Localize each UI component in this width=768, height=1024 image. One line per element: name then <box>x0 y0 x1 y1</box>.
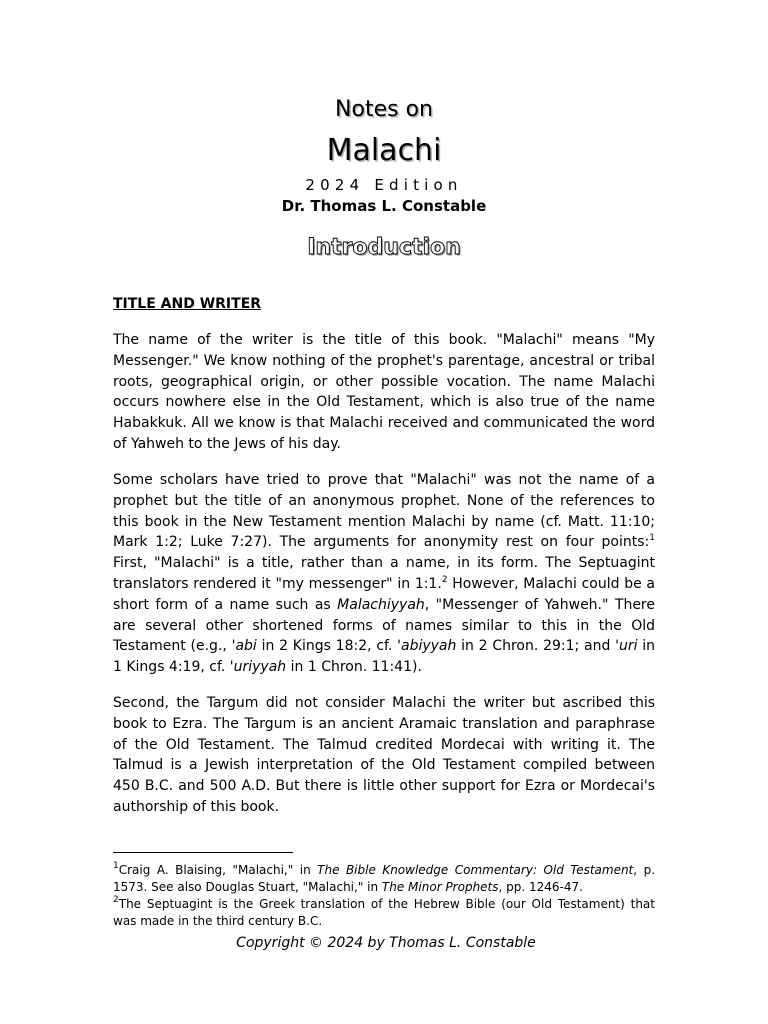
footnote-number: 1 <box>113 861 119 871</box>
paragraph-2-text-h: in 1 Chron. 11:41). <box>286 659 422 676</box>
paragraph-2-text-c: However, Malachi could be a short form of a name such as <box>113 575 656 613</box>
paragraph-2-text-e: in 2 Kings 18:2, cf. <box>256 638 398 655</box>
footnote-1-title-2: The Minor Prophets <box>381 879 499 894</box>
italic-term: 'uriyyah <box>229 659 287 676</box>
paragraph-1: The name of the writer is the title of this book. "Malachi" means "My Messenger." We know nothing of the prophet's parentage, ancestral or tribal roots, geographical origin, or other possible vocation. The name Malachi occurs nowhere else in the Old Testament, which is also true of the name Habakkuk. All we know is that Malachi received and communicated the word of Yahweh to the Jews of his day. <box>113 332 655 452</box>
paragraph-2 <box>113 470 655 678</box>
notes-on-label: Notes on <box>335 97 433 122</box>
footnote-1-title-1: The Bible Knowledge Commentary: Old Testament <box>317 863 634 877</box>
footnote-ref-2[interactable]: 2 <box>441 574 448 585</box>
book-title: Malachi <box>326 133 442 168</box>
paragraph-3: Second, the Targum did not consider Malachi the writer but ascribed this book to Ezra. The Targum is an ancient Aramaic translation and paraphrase of the Old Testament. The Talmud credited Mordecai with writing it. The Talmud is a Jewish interpretation of the Old Testament compiled between 450 B.C. and 500 A.D. But there is little other support for Ezra or Mordecai's authorship of this book. <box>113 695 655 815</box>
paragraph-2-text-d: , "Messenger of Yahweh." There are several other shortened forms of names similar to this in the Old Testament (e.g., <box>113 596 655 655</box>
footnote-divider <box>113 852 293 853</box>
italic-term: 'abiyyah <box>397 638 457 655</box>
paragraph-2-text-g: in 1 Kings 4:19, cf. <box>113 638 655 676</box>
paragraph-2-text-b: First, "Malachi" is a title, rather than a name, in its form. The Septuagint translators rendered it "my messenger" in 1:1. <box>113 555 655 592</box>
footnote-1-text-b: , p. 1573. See also Douglas Stuart, "Malachi," in <box>113 863 656 894</box>
section-title: Introduction <box>307 235 461 260</box>
footnote-2-text: The Septuagint is the Greek translation of the Hebrew Bible (our Old Testament) that was made in the third century B.C. <box>113 897 655 928</box>
footnote-1 <box>113 862 655 895</box>
paragraph-2-text-f: in 2 Chron. 29:1; and <box>456 638 616 655</box>
author-name: Dr. Thomas L. Constable <box>281 197 487 215</box>
section-heading: TITLE AND WRITER <box>113 296 262 312</box>
edition-label: 2024 Edition <box>305 176 463 194</box>
footnote-ref-1[interactable]: 1 <box>649 533 655 544</box>
footnote-1-text-c: , pp. 1246-47. <box>498 879 583 894</box>
footnote-number: 2 <box>113 895 119 905</box>
paragraph-2-text-a: Some scholars have tried to prove that "Malachi" was not the name of a prophet but the title of an anonymous prophet. None of the references to this book in the New Testament mention Malachi by name (cf. Matt. 11:10; Mark 1:2; Luke 7:27). The arguments for anonymity rest on four points: <box>113 472 655 551</box>
footnote-2 <box>113 896 655 929</box>
footnote-1-text-a: Craig A. Blaising, "Malachi," in <box>118 863 318 877</box>
italic-term: Malachiyyah <box>337 596 425 613</box>
italic-term: 'uri <box>615 638 638 655</box>
italic-term: 'abi <box>231 638 257 655</box>
copyright-notice: Copyright © 2024 by Thomas L. Constable <box>236 935 536 951</box>
